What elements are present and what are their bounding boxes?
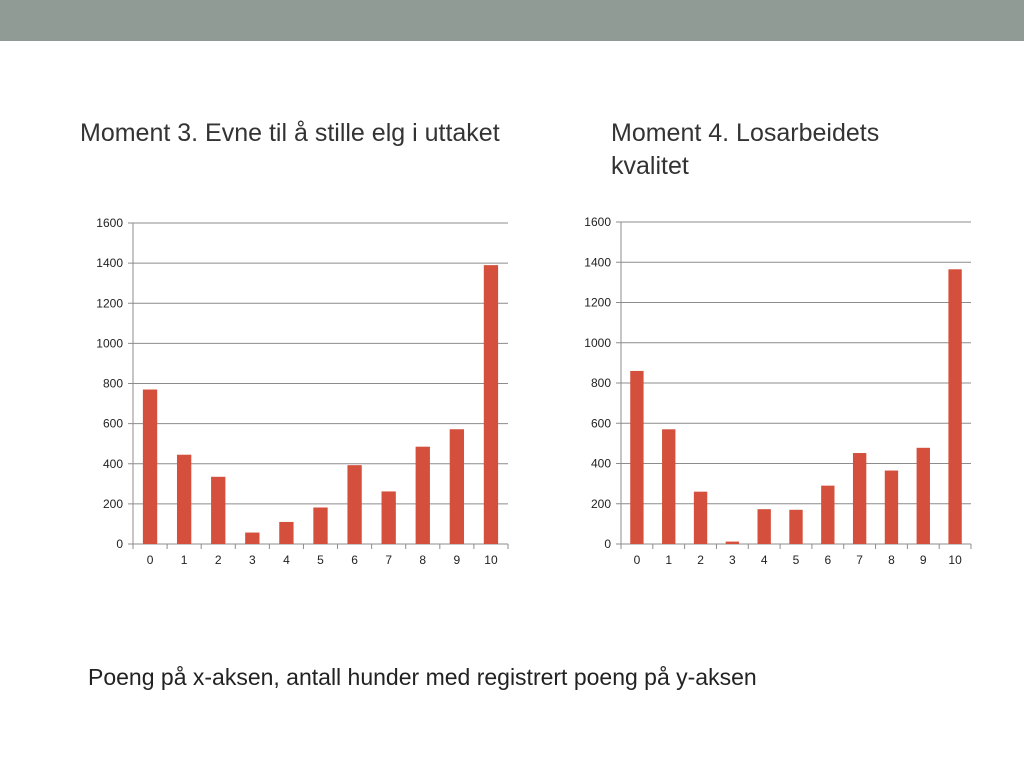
bar-8 <box>885 471 898 544</box>
bar-8 <box>416 447 430 544</box>
bar-2 <box>211 477 225 544</box>
x-tick-label: 0 <box>633 553 641 567</box>
x-tick-label: 10 <box>484 553 498 567</box>
y-tick-label: 600 <box>590 416 611 431</box>
bar-0 <box>143 390 157 544</box>
bar-5 <box>789 510 802 544</box>
x-tick-label: 1 <box>180 553 188 567</box>
y-tick-label: 1200 <box>96 296 123 311</box>
y-tick-label: 1600 <box>96 216 123 230</box>
bar-9 <box>917 448 930 544</box>
y-tick-label: 800 <box>102 376 123 391</box>
bar-10 <box>948 269 961 544</box>
bar-10 <box>484 265 498 544</box>
x-tick-label: 4 <box>283 553 290 567</box>
y-tick-label: 400 <box>102 456 123 471</box>
y-tick-label: 1400 <box>584 255 611 270</box>
x-tick-label: 7 <box>856 553 863 567</box>
x-tick-label: 2 <box>214 553 222 567</box>
bar-9 <box>450 429 464 544</box>
y-tick-label: 1600 <box>584 215 611 229</box>
y-tick-label: 800 <box>590 376 611 390</box>
y-tick-label: 0 <box>116 537 123 551</box>
bar-4 <box>279 522 293 544</box>
x-tick-label: 0 <box>146 553 154 567</box>
bar-7 <box>853 453 866 544</box>
chart-title-moment-4: Moment 4. Losarbeidets kvalitet <box>611 119 880 180</box>
x-tick-label: 8 <box>419 553 427 567</box>
x-tick-label: 1 <box>665 553 673 567</box>
x-tick-label: 8 <box>888 553 895 567</box>
bar-1 <box>662 429 675 544</box>
y-tick-label: 1000 <box>96 336 123 351</box>
bar-6 <box>821 486 834 544</box>
x-tick-label: 5 <box>317 553 324 567</box>
bar-3 <box>726 542 739 544</box>
x-tick-label: 10 <box>948 553 962 567</box>
bar-chart-moment-4 <box>568 205 998 585</box>
y-tick-label: 600 <box>102 416 123 431</box>
x-tick-label: 3 <box>729 553 736 567</box>
x-tick-label: 6 <box>351 553 358 567</box>
x-tick-label: 2 <box>697 553 704 567</box>
y-tick-label: 200 <box>102 496 123 511</box>
bar-2 <box>694 492 707 544</box>
axis-caption: Poeng på x-aksen, antall hunder med registrert poeng på y-aksen <box>88 664 757 690</box>
bar-5 <box>313 507 327 544</box>
y-tick-label: 200 <box>590 496 611 511</box>
y-tick-label: 1000 <box>584 335 611 350</box>
x-tick-label: 3 <box>248 553 256 567</box>
y-tick-label: 400 <box>590 456 611 471</box>
bar-1 <box>177 455 191 544</box>
x-tick-label: 9 <box>919 553 927 567</box>
header-band <box>0 0 1024 41</box>
bar-chart-moment-3 <box>80 205 530 585</box>
x-tick-label: 7 <box>385 553 393 567</box>
y-tick-label: 1200 <box>584 295 611 310</box>
x-tick-label: 5 <box>792 553 800 567</box>
bar-6 <box>347 465 361 544</box>
x-tick-label: 6 <box>824 553 832 567</box>
bar-4 <box>758 509 771 544</box>
y-tick-label: 0 <box>604 537 611 551</box>
bar-0 <box>630 371 643 544</box>
bar-3 <box>245 533 259 544</box>
x-tick-label: 9 <box>453 553 461 567</box>
bar-7 <box>382 491 396 544</box>
x-tick-label: 4 <box>760 553 768 567</box>
y-tick-label: 1400 <box>96 256 123 271</box>
chart-title-moment-3: Moment 3. Evne til å stille elg i uttaket <box>80 119 500 147</box>
